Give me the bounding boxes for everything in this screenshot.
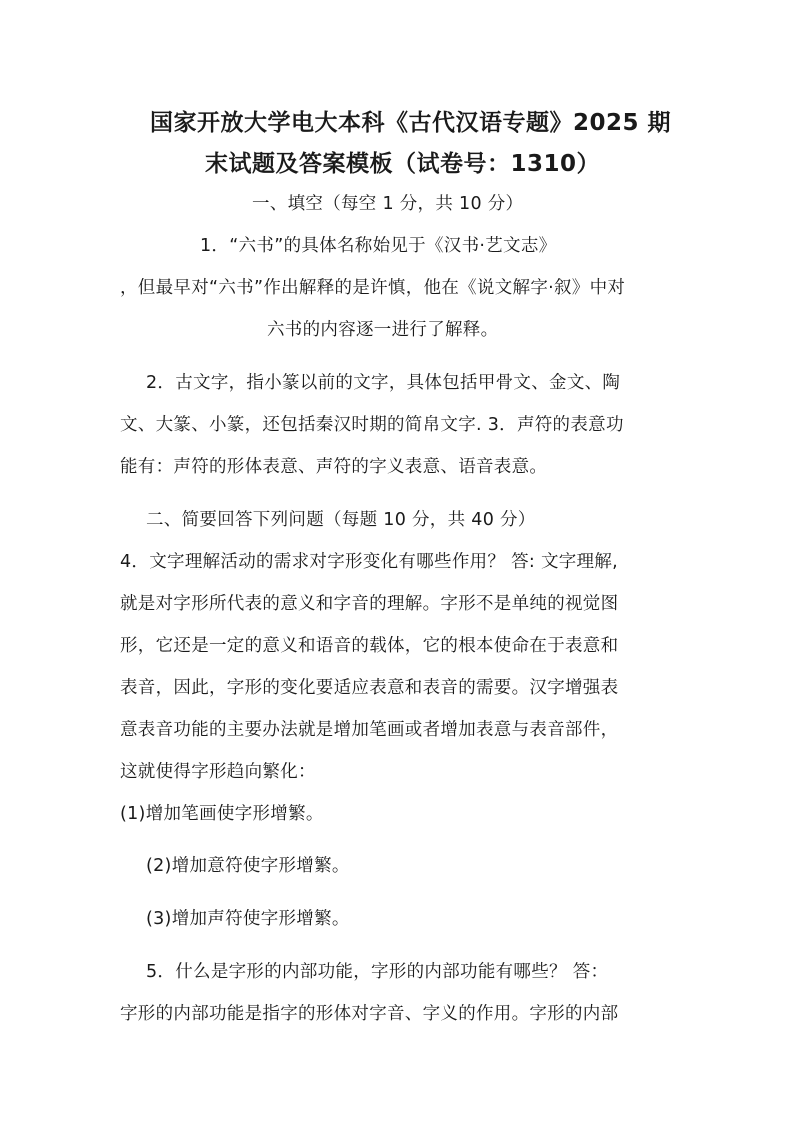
q2-line-2: 文、大篆、小篆，还包括秦汉时期的简帛文字. 3．声符的表意功	[120, 415, 624, 435]
q1-line-3: 六书的内容逐一进行了解释。	[267, 320, 499, 340]
q5-line-1: 5．什么是字形的内部功能，字形的内部功能有哪些？ 答：	[146, 962, 609, 982]
q2-line-1: 2．古文字，指小篆以前的文字，具体包括甲骨文、金文、陶	[146, 373, 621, 393]
q4-line-3: 形，它还是一定的意义和语音的载体，它的根本使命在于表意和	[120, 636, 619, 656]
section-1-heading: 一、填空（每空 1 分，共 10 分）	[252, 194, 524, 214]
q4-line-5: 意表音功能的主要办法就是增加笔画或者增加表意与表音部件，	[120, 720, 619, 740]
q4-line-6: 这就使得字形趋向繁化：	[120, 762, 316, 782]
q1-line-2: ，但最早对“六书”作出解释的是许慎，他在《说文解字·叙》中对	[120, 278, 626, 298]
document-title-line-2: 末试题及答案模板（试卷号：1310）	[205, 151, 601, 177]
q4-item-2: (2)增加意符使字形增繁。	[146, 856, 350, 876]
q4-line-2: 就是对字形所代表的意义和字音的理解。字形不是单纯的视觉图	[120, 594, 619, 614]
q5-line-2: 字形的内部功能是指字的形体对字音、字义的作用。字形的内部	[120, 1004, 619, 1024]
q2-line-3: 能有：声符的形体表意、声符的字义表意、语音表意。	[120, 457, 548, 477]
q4-line-4: 表音，因此，字形的变化要适应表意和表音的需要。汉字增强表	[120, 678, 619, 698]
q4-line-1: 4．文字理解活动的需求对字形变化有哪些作用？ 答: 文字理解,	[120, 552, 619, 572]
q1-line-1: 1．“六书”的具体名称始见于《汉书·艺文志》	[200, 236, 557, 256]
section-2-heading: 二、简要回答下列问题（每题 10 分，共 40 分）	[146, 510, 536, 530]
q4-item-3: (3)增加声符使字形增繁。	[146, 909, 350, 929]
q4-item-1: (1)增加笔画使字形增繁。	[120, 804, 324, 824]
document-title-line-1: 国家开放大学电大本科《古代汉语专题》2025 期	[150, 110, 672, 136]
